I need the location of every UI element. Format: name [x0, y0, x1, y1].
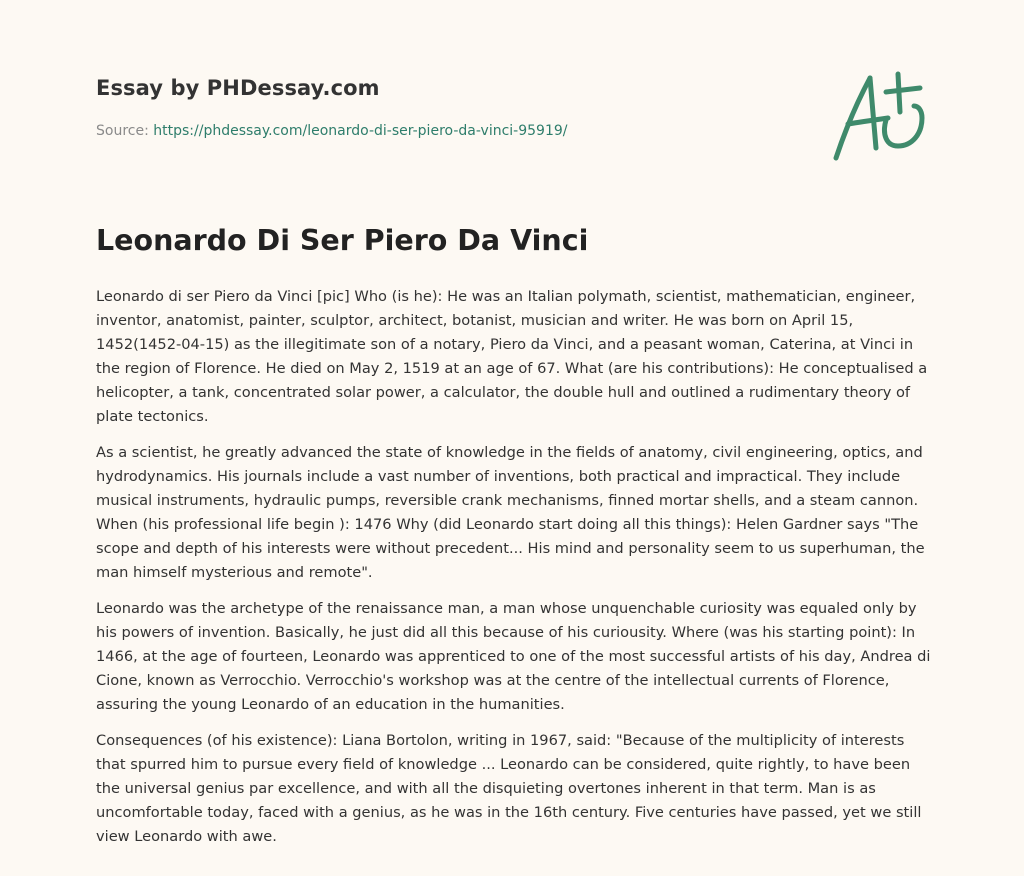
essay-paragraph: Leonardo was the archetype of the renaissance man, a man whose unquenchable curiosity was equaled only by his powers of invention. Basically, he just did all this because of his curiousity. Where (was his starting point): In 1466, at the age of fourteen, Leonardo was apprenticed to one of the most successful artists of his day, Andrea di Cione, known as Verrocchio. Verrocchio's workshop was at the centre of the intellectual currents of Florence, assuring the young Leonardo of an education in the humanities. — [96, 600, 931, 713]
essay-body — [96, 285, 932, 861]
essay-paragraph: As a scientist, he greatly advanced the state of knowledge in the fields of anatomy, civil engineering, optics, and hydrodynamics. His journals include a vast number of inventions, both practical and impractical. They include musical instruments, hydraulic pumps, reversible crank mechanisms, finned mortar shells, and a steam cannon. When (his professional life begin ): 1476 Why (did Leonardo start doing all this things): Helen Gardner says "The scope and depth of his interests were without precedent... His mind and personality seem to us superhuman, the man himself mysterious and remote". — [96, 444, 925, 581]
source-link[interactable]: https://phdessay.com/leonardo-di-ser-piero-da-vinci-95919/ — [153, 123, 568, 139]
site-brand: Essay by PHDessay.com — [96, 76, 380, 100]
essay-title: Leonardo Di Ser Piero Da Vinci — [96, 224, 589, 257]
essay-paragraph: Leonardo di ser Piero da Vinci [pic] Who (is he): He was an Italian polymath, scientist, mathematician, engineer, inventor, anatomist, painter, sculptor, architect, botanist, musician and writer. He was born on April 15, 1452(1452-04-15) as the illegitimate son of a notary, Piero da Vinci, and a peasant woman, Caterina, at Vinci in the region of Florence. He died on May 2, 1519 at an age of 67. What (are his contributions): He conceptualised a helicopter, a tank, concentrated solar power, a calculator, the double hull and outlined a rudimentary theory of plate tectonics. — [96, 288, 928, 425]
header — [96, 0, 928, 200]
source-label: Source: — [96, 123, 149, 139]
source-line — [96, 123, 567, 139]
a-plus-logo-icon — [830, 68, 930, 164]
essay-paragraph: Consequences (of his existence): Liana Bortolon, writing in 1967, said: "Because of the multiplicity of interests that spurred him to pursue every field of knowledge ... Leonardo can be considered, quite rightly, to have been the universal genius par excellence, and with all the disquieting overtones inherent in that term. Man is as uncomfortable today, faced with a genius, as he was in the 16th century. Five centuries have passed, yet we still view Leonardo with awe. — [96, 732, 922, 845]
